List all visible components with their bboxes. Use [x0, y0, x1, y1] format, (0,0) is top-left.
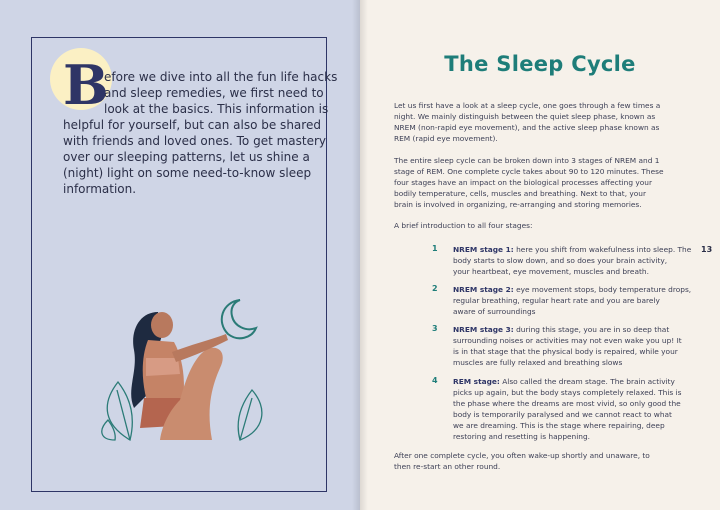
intro-line: helpful for yourself, but can also be shared	[63, 118, 321, 132]
woman-with-moon-illustration	[100, 290, 270, 450]
stage-line: regular breathing, regular heart rate and you are barely	[453, 296, 660, 305]
text-line: Let us first have a look at a sleep cycle, one goes through a few times a	[394, 101, 661, 110]
stage-line: body starts to slow down, and so does your brain activity,	[453, 256, 668, 265]
intro-line: (night) light on some need-to-know sleep	[63, 166, 312, 180]
intro-line: efore we dive into all the fun life hacks	[104, 70, 338, 84]
stage-number: 3	[432, 324, 438, 333]
text-line: stage of REM. One complete cycle takes about 90 to 120 minutes. These	[394, 167, 664, 176]
intro-line: with friends and loved ones. To get mastery	[63, 134, 327, 148]
stage-line	[453, 244, 691, 255]
stage-line: is in that stage that the physical body is repaired, while your	[453, 347, 678, 356]
stage-line	[453, 376, 675, 387]
stage-line-text: during this stage, you are in so deep that	[513, 325, 670, 334]
stage-line: aware of surroundings	[453, 307, 536, 316]
stage-line	[453, 324, 669, 335]
text-line: After one complete cycle, you often wake-up shortly and unaware, to	[394, 451, 650, 460]
stage-line: body is temporarily paralysed and we cannot react to what	[453, 410, 672, 419]
intro-line: look at the basics. This information is	[104, 102, 329, 116]
stage-number: 4	[432, 376, 438, 385]
intro-line: over our sleeping patterns, let us shine a	[63, 150, 310, 164]
stage-line: restoring and resetting is happening.	[453, 432, 591, 441]
intro-line: and sleep remedies, we first need to	[104, 86, 324, 100]
text-line: REM (rapid eye movement).	[394, 134, 498, 143]
stage-line	[453, 284, 691, 295]
text-line: The entire sleep cycle can be broken down into 3 stages of NREM and 1	[394, 156, 660, 165]
stage-line: muscles are fully relaxed and breathing slows	[453, 358, 623, 367]
stage-number: 2	[432, 284, 438, 293]
page-number: 13	[701, 245, 713, 254]
stage-line-text: here you shift from wakefulness into sleep. The	[513, 245, 692, 254]
stage-label: NREM stage 3:	[453, 325, 514, 334]
stage-line: the phase where the dreams are most vivid, so only good the	[453, 399, 681, 408]
stage-line: your heartbeat, eye movement, muscles and breath.	[453, 267, 649, 276]
text-line: brain is involved in organizing, re-arranging and storing memories.	[394, 200, 642, 209]
stage-line-text: Also called the dream stage. The brain activity	[499, 377, 675, 386]
stage-line: surrounding noises or activities may not even wake you up! It	[453, 336, 682, 345]
stage-label: NREM stage 1:	[453, 245, 514, 254]
drop-cap: B	[63, 53, 109, 117]
crescent-moon-icon	[222, 300, 256, 338]
head-shape	[151, 312, 173, 338]
stage-line: picks up again, but the body stays completely relaxed. This is	[453, 388, 682, 397]
stage-line: we are dreaming. This is the stage where repairing, deep	[453, 421, 665, 430]
stage-label: NREM stage 2:	[453, 285, 514, 294]
stage-line-text: eye movement stops, body temperature drops,	[513, 285, 692, 294]
top-shape	[146, 358, 180, 376]
intro-line: information.	[63, 182, 137, 196]
stage-number: 1	[432, 244, 438, 253]
text-line: night. We mainly distinguish between the quiet sleep phase, known as	[394, 112, 656, 121]
text-line: four stages have an impact on the biological processes affecting your	[394, 178, 653, 187]
text-line: NREM (non-rapid eye movement), and the active sleep phase known as	[394, 123, 660, 132]
stage-label: REM stage:	[453, 377, 500, 386]
text-line: then re-start an other round.	[394, 462, 501, 471]
stages-intro: A brief introduction to all four stages:	[394, 221, 533, 230]
book-gutter	[352, 0, 368, 510]
text-line: bodily temperature, cells, muscles and breathing. Next to that, your	[394, 189, 647, 198]
page-title: The Sleep Cycle	[444, 52, 636, 76]
